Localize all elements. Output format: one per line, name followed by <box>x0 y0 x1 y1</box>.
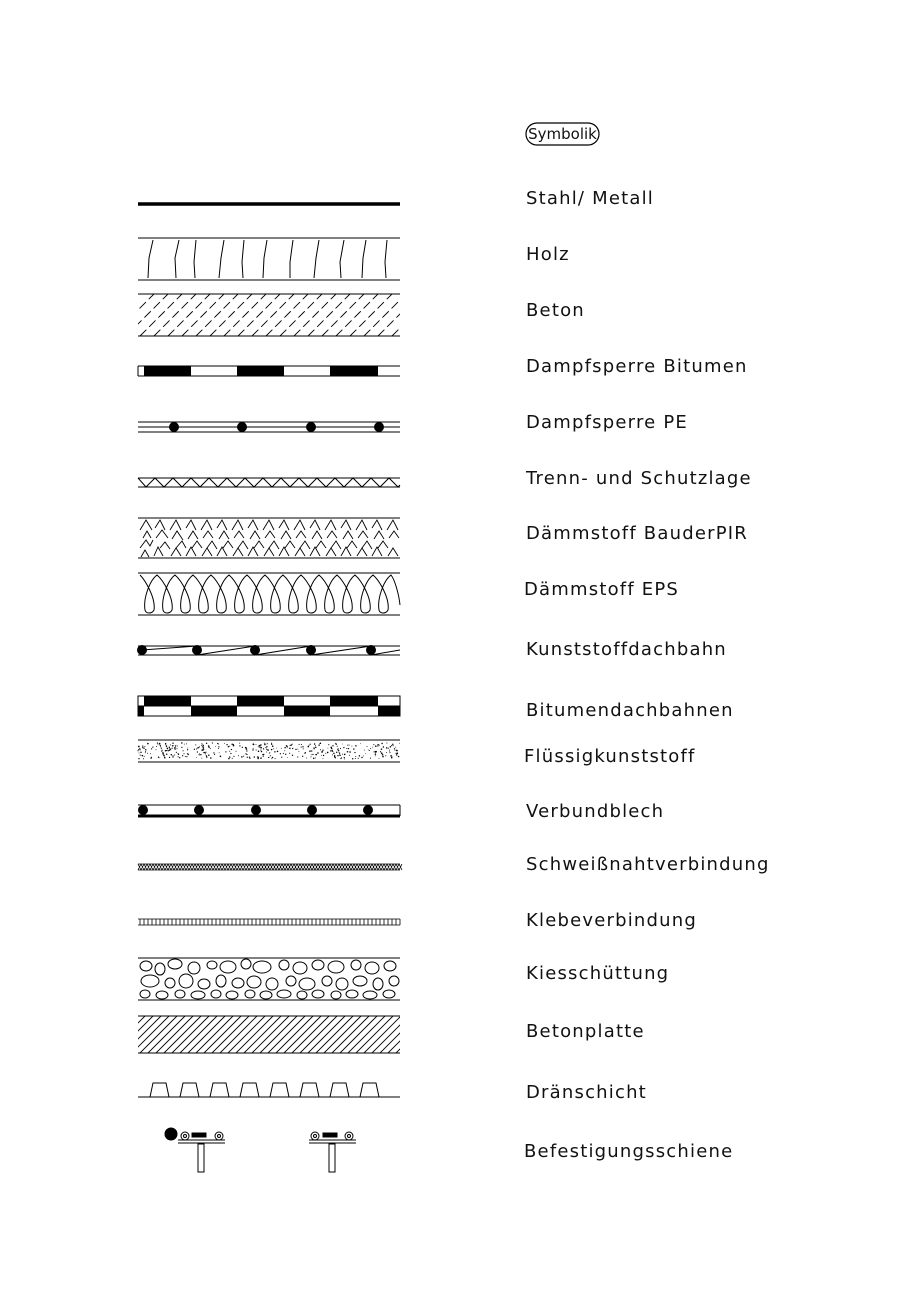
label-klebeverbindung: Klebeverbindung <box>526 910 698 931</box>
label-daemmstoff-pir: Dämmstoff BauderPIR <box>526 523 748 544</box>
label-befestigungsschiene: Befestigungsschiene <box>524 1141 734 1162</box>
legend-title <box>526 123 599 145</box>
symbol-beton <box>112 294 434 336</box>
label-dampfsperre-bitumen: Dampfsperre Bitumen <box>526 356 748 377</box>
legend-title-text: Symbolik <box>528 125 597 143</box>
symbol-daemmstoff-eps <box>138 573 400 615</box>
symbol-befestigungsschiene <box>165 1128 356 1172</box>
symbol-daemmstoff-pir <box>138 518 400 558</box>
label-holz: Holz <box>526 244 570 265</box>
symbol-verbundblech <box>138 805 400 816</box>
symbol-bitumendachbahnen <box>138 696 400 716</box>
symbol-draenschicht <box>138 1083 400 1097</box>
label-draenschicht: Dränschicht <box>526 1082 647 1103</box>
symbol-dampfsperre-pe <box>138 422 400 432</box>
label-fluessigkunststoff: Flüssigkunststoff <box>524 746 696 767</box>
label-kunststoffdachbahn: Kunststoffdachbahn <box>526 639 727 660</box>
symbol-schweissnaht <box>138 864 402 870</box>
rail-right <box>309 1132 356 1172</box>
symbol-klebeverbindung <box>138 919 400 925</box>
label-trennlage: Trenn- und Schutzlage <box>526 468 752 489</box>
label-verbundblech: Verbundblech <box>526 801 665 822</box>
label-kiesschuettung: Kiesschüttung <box>526 963 670 984</box>
symbol-kiesschuettung <box>138 958 400 1000</box>
symbol-dampfsperre-bitumen <box>138 366 400 376</box>
label-beton: Beton <box>526 300 585 321</box>
symbol-holz <box>138 238 400 280</box>
rail-left <box>165 1128 225 1172</box>
label-dampfsperre-pe: Dampfsperre PE <box>526 412 688 433</box>
label-bitumendachbahnen: Bitumendachbahnen <box>526 700 734 721</box>
symbol-kunststoffdachbahn <box>137 645 400 655</box>
label-stahl: Stahl/ Metall <box>526 188 655 209</box>
symbol-betonplatte <box>100 1016 473 1053</box>
symbol-trennlage <box>138 478 400 487</box>
label-betonplatte: Betonplatte <box>526 1021 645 1042</box>
symbol-fluessigkunststoff <box>137 740 400 762</box>
label-daemmstoff-eps: Dämmstoff EPS <box>524 579 680 600</box>
label-schweissnaht: Schweißnahtverbindung <box>526 854 770 875</box>
